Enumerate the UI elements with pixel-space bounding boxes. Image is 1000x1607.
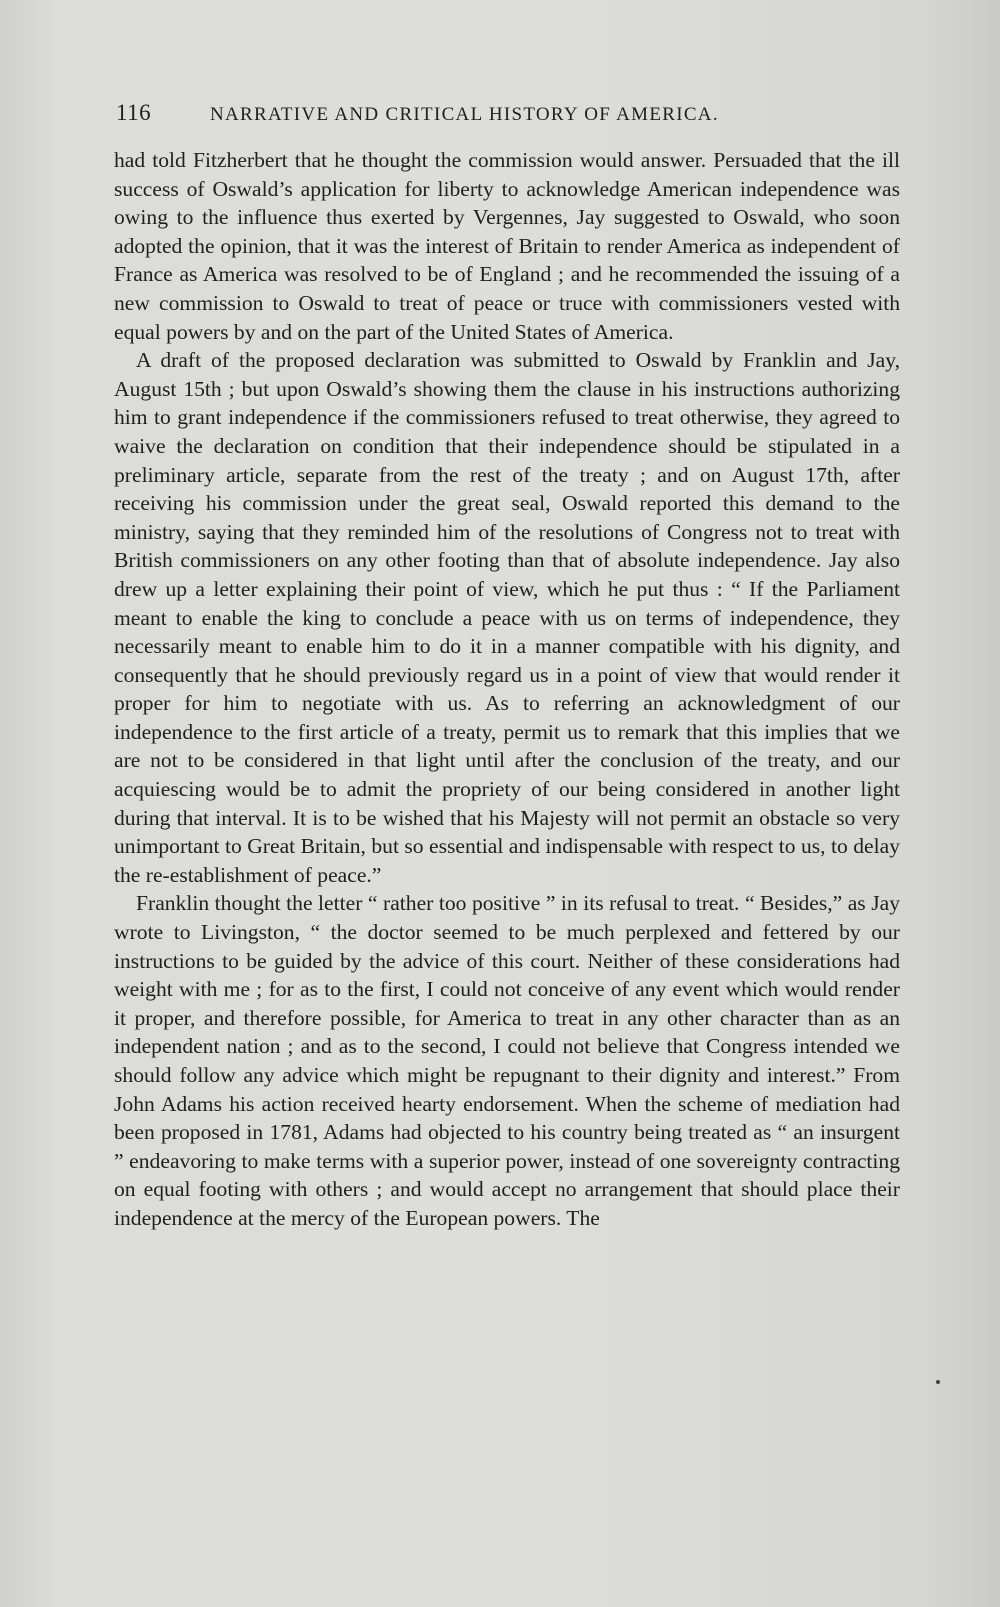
paragraph-continuation: had told Fitzherbert that he thought the commission would answer. Persuaded that the ill success of Oswald’s application for liberty to acknowledge American independence was owing to the influence thus exerted by Vergennes, Jay suggested to Oswald, who soon adopted the opinion, that it was the interest of Britain to render America as independent of France as America was resolved to be of England ; and he recommended the issuing of a new commission to Oswald to treat of peace or truce with commissioners vested with equal powers by and on the part of the United States of America. xyxy=(114,148,900,344)
running-head xyxy=(116,100,804,132)
ink-speck xyxy=(936,1380,940,1384)
book-title: NARRATIVE AND CRITICAL HISTORY OF AMERICA. xyxy=(210,104,719,125)
paragraph-franklin-letter: Franklin thought the letter “ rather too positive ” in its refusal to treat. “ Besides,” as Jay wrote to Livingston, “ the doctor seemed to be much perplexed and fettered by our instructions to be guided by the advice of this court. Neither of these considerations had weight with me ; for as to the first, I could not conceive of any event which would render it proper, and therefore possible, for America to treat in any other character than as an independent nation ; and as to the second, I could not believe that Congress intended we should follow any advice which might be repugnant to their dignity and interest.” From John Adams his action received hearty endorsement. When the scheme of mediation had been proposed in 1781, Adams had objected to his country being treated as “ an insurgent ” endeavoring to make terms with a superior power, instead of one sovereignty contracting on equal footing with others ; and would accept no arrangement that should place their independence at the mercy of the European powers. The xyxy=(114,891,900,1230)
body-text xyxy=(114,146,900,1233)
page-number: 116 xyxy=(116,100,152,125)
paragraph-draft-declaration: A draft of the proposed declaration was submitted to Oswald by Franklin and Jay, August 15th ; but upon Oswald’s showing them the clause in his instructions authorizing him to grant independence if the commissioners refused to treat otherwise, they agreed to waive the declaration on condition that their independence should be stipulated in a preliminary article, separate from the rest of the treaty ; and on August 17th, after receiving his commission under the great seal, Oswald reported this demand to the ministry, saying that they reminded him of the resolutions of Congress not to treat with British commissioners on any other footing than that of absolute independence. Jay also drew up a letter explaining their point of view, which he put thus : “ If the Parliament meant to enable the king to conclude a peace with us on terms of independence, they necessarily meant to enable him to do it in a manner compatible with his dignity, and consequently that he should previously regard us in a point of view that would render it proper for him to negotiate with us. As to referring an acknowledgment of our independence to the first article of a treaty, permit us to remark that this implies that we are not to be considered in that light until after the conclusion of the treaty, and our acquiescing would be to admit the propriety of our being considered in another light during that interval. It is to be wished that his Majesty will not permit an obstacle so very unimportant to Great Britain, but so essential and indispensable with respect to us, to delay the re-establishment of peace.” xyxy=(114,348,900,887)
